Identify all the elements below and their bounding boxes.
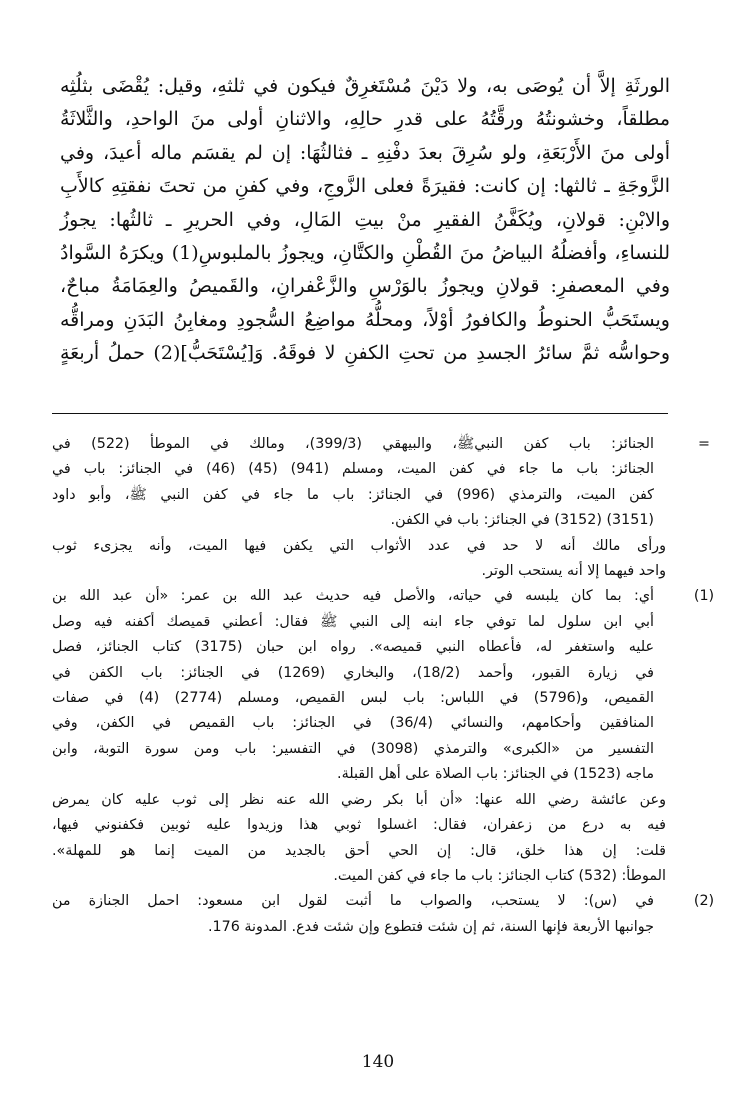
footnote-line: الجنائز: باب ما جاء في كفن الميت، ومسلم (941) (45) (46) في الجنائز: باب في [52,461,655,478]
footnote-line: أبي ابن سلول لما توفي جاء ابنه إلى النبي ﷺ فقال: أعطني قميصك أكفنه فيه وصل [52,613,654,630]
main-text-line: والابْنِ: قولانِ، ويُكَفَّنُ الفقيرِ منْ بيتِ المَالِ، وفي الحريرِ ـ ثالثُها: يجوزُ [60,208,671,231]
footnote-marker: (1) [693,588,715,605]
footnote-line: المنافقين وأحكامهم، والنسائي (36/4) في الجنائز: باب القميص في الكفن، وفي [52,715,654,732]
footnote-line: قلت: إن هذا خلق، قال: إن الحي أحق بالجديد من الميت إنما هو للمهلة». [52,842,666,859]
main-text-line: الورثَةِ إلاَّ أن يُوصَى به، ولا دَيْنَ مُسْتَغرِقٌ فيكون في ثلثهِ، وقيل: يُقْضَى بثلُثِه [60,75,670,97]
main-text-line: أولى منَ الأَرْبَعَةِ، ولو سُرِقَ بعدَ دفْنِهِ ـ فثالثُهَا: إن لم يقسَم ماله أعيدَ، وفي [60,141,670,164]
main-text [60,70,670,371]
footnote-line: في زيارة القبور، وأحمد (18/2)، والبخاري (1269) في الجنائز: باب الكفن في [52,664,654,681]
page-number: 140 [361,1052,395,1072]
footnote-separator [52,413,668,414]
footnote-line: كفن الميت، والترمذي (996) في الجنائز: باب ما جاء في كفن النبي ﷺ، وأبو داود [52,486,654,503]
footnote-line: (3151) (3152) في الجنائز: باب في الكفن. [390,512,654,529]
footnote-line: التفسير من «الكبرى» والترمذي (3098) في التفسير: باب ومن سورة التوبة، وابن [52,740,654,757]
footnote-continuation [52,432,710,534]
footnote-line: عليه واستغفر له، فأعطاه النبي قميصه». رواه ابن حبان (3175) كتاب الجنائز، فصل [52,639,654,656]
main-text-line: وحواسُّه ثمَّ سائرُ الجسدِ من تحتِ الكفنِ لا فوقَهُ. وَ[يُسْتَحَبُّ](2) حملُ أربعَةٍ [60,342,670,365]
main-text-line: مطلقاً، وخشونتُهُ ورقَّتُهُ على قدرِ حالِهِ، والاثنانِ أولى منَ الواحدِ، والثَّلاثَةُ [60,108,670,131]
main-text-line: وفي المعصفرِ: قولانِ ويجوزُ بالوَرْسِ والزَّعْفرانِ، والقَميصُ والعِمَامَةُ مباحٌ، [60,275,670,298]
footnote-line: واحد فيهما إلا أنه يستحب الوتر. [481,563,666,580]
footnotes [52,432,715,940]
footnote-line: ماجه (1523) في الجنائز: باب الصلاة على أهل القبلة. [337,766,654,783]
main-text-line: ويستَحَبُّ الحنوطُ والكافورُ أوْلاً، ومحلُّهُ مواضِعُ السُّجودِ ومغابِنُ البَدَنِ ومراقُّه [60,308,670,331]
footnote-paragraph [52,788,682,890]
footnote-line: الجنائز: باب كفن النبيﷺ، والبيهقي (399/3)، ومالك في الموطأ (522) في [52,436,654,452]
footnote-paragraph [52,534,682,585]
main-text-line: الزَّوجَةِ ـ ثالثها: إن كانت: فقيرَةً فعلى الزَّوجِ، وفي كفنِ من تحتَ نفقتِهِ كالأَبِ [60,175,670,198]
footnote-line: أي: بما كان يلبسه في حياته، والأصل فيه حديث عبد الله بن عمر: «أن عبد الله بن [52,588,654,605]
footnote-line: فيه به درع من زعفران، فقال: اغسلوا ثوبي هذا وزيدوا عليه ثوبين فكفنوني فيها، [52,817,666,834]
footnote-2 [52,889,715,940]
footnote-line: الموطأ: (532) كتاب الجنائز: باب ما جاء في كفن الميت. [333,867,666,884]
footnote-1 [52,584,715,787]
footnote-line: القميص، و(5796) في اللباس: باب لبس القميص، ومسلم (2774) (4) في صفات [52,690,655,707]
main-text-line: للنساءِ، وأفضلُهُ البياضُ منَ القُطْنِ والكتَّانِ، ويجوزُ بالملبوسِ(1) ويكرَهُ السَّوادُ [60,242,670,265]
footnote-marker: (2) [693,893,715,910]
footnote-marker: = [698,436,710,452]
footnote-line: ورأى مالك أنه لا حد في عدد الأثواب التي يكفن فيها الميت، وأنه يجزىء ثوب [52,537,666,554]
footnote-line: في (س): لا يستحب، والصواب ما أثبت لقول ابن مسعود: احمل الجنازة من [52,893,654,910]
footnote-line: جوانبها الأربعة فإنها السنة، ثم إن شئت فتطوع وإن شئت فدع. المدونة 176. [207,918,654,935]
footnote-line: وعن عائشة رضي الله عنها: «أن أبا بكر رضي الله عنه نظر إلى ثوب عليه كان يمرض [52,791,666,808]
